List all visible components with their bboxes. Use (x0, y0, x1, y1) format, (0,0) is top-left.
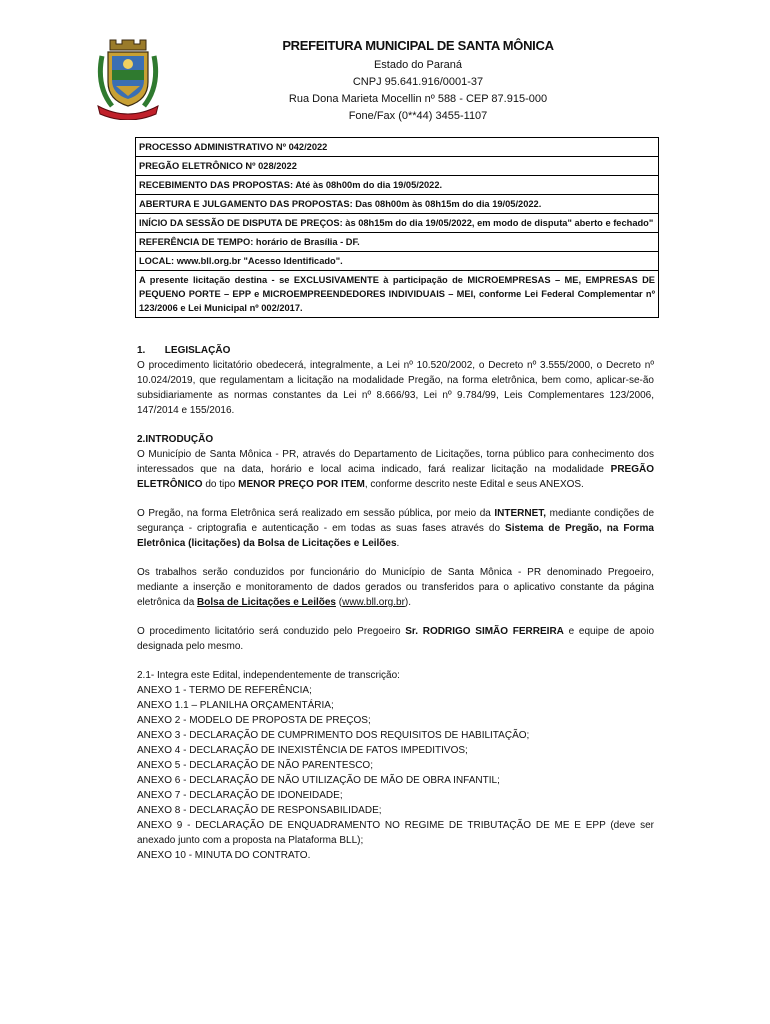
annex-item: ANEXO 6 - DECLARAÇÃO DE NÃO UTILIZAÇÃO DE MÃO DE OBRA INFANTIL; (137, 775, 500, 786)
processo-row: PROCESSO ADMINISTRATIVO Nº 042/2022 (136, 138, 658, 157)
annex-item: ANEXO 10 - MINUTA DO CONTRATO. (137, 850, 311, 861)
recebimento-row: RECEBIMENTO DAS PROPOSTAS: Até às 08h00m do dia 19/05/2022. (136, 176, 658, 195)
annex-item: ANEXO 9 - DECLARAÇÃO DE ENQUADRAMENTO NO REGIME DE TRIBUTAÇÃO DE ME E EPP (deve ser anexado junto com a proposta na Plataforma BLL); (137, 820, 654, 846)
abertura-row: ABERTURA E JULGAMENTO DAS PROPOSTAS: Das 08h00m às 08h15m do dia 19/05/2022. (136, 195, 658, 214)
text-run: ). (404, 597, 412, 608)
annex-item: ANEXO 1 - TERMO DE REFERÊNCIA; (137, 685, 312, 696)
text-run: mediante condições de segurança - criptografia e autenticação - em todas as suas fases através do (137, 508, 655, 534)
text-run: O Município de Santa Mônica - PR, através do Departamento de Licitações, torna público para conhecimento dos interessados que na data, horário e local acima indicado, fará realizar licitação na modalidade (137, 449, 654, 475)
phone-line: Fone/Fax (0**44) 3455-1107 (348, 110, 488, 122)
address-line: Rua Dona Marieta Mocellin nº 588 - CEP 87.915-000 (288, 93, 548, 105)
text-run: do tipo (202, 479, 239, 490)
municipal-coat-of-arms-icon (94, 36, 162, 120)
text-run: ( (336, 597, 343, 608)
tipo-bold: MENOR PREÇO POR ITEM (238, 479, 365, 490)
text-run: Os trabalhos serão conduzidos por funcionário do Município de Santa Mônica - PR denominado Pregoeiro, mediante a inserção e monitoramento de dados gerados ou transferidos para o aplicativo constante da página eletrônica da (137, 567, 654, 608)
annex-item: ANEXO 2 - MODELO DE PROPOSTA DE PREÇOS; (137, 715, 371, 726)
annex-item: ANEXO 1.1 – PLANILHA ORÇAMENTÁRIA; (137, 700, 334, 711)
inicio-row: INÍCIO DA SESSÃO DE DISPUTA DE PREÇOS: às 08h15m do dia 19/05/2022, em modo de disputa" aberto e fechado" (136, 214, 658, 233)
bll-website-link[interactable]: www.bll.org.br (342, 597, 405, 608)
sistema-bold: Sistema de Pregão, na Forma Eletrônica (licitações) da Bolsa de Licitações e Leilões (137, 523, 654, 549)
section-2-heading: 2.INTRODUÇÃO (137, 434, 214, 445)
text-run: e equipe de apoio designada pelo mesmo. (137, 626, 655, 652)
pregao-row: PREGÃO ELETRÔNICO Nº 028/2022 (136, 157, 658, 176)
section-2-paragraph-3 (137, 565, 654, 610)
process-info-box (135, 137, 659, 318)
section-2-paragraph-1 (137, 447, 654, 492)
state-line: Estado do Paraná (373, 59, 463, 71)
section-2-paragraph-4 (137, 624, 654, 654)
prefeitura-title: PREFEITURA MUNICIPAL DE SANTA MÔNICA (282, 38, 554, 53)
internet-bold: INTERNET, (494, 508, 547, 519)
letterhead (160, 38, 676, 125)
modalidade-bold: PREGÃO ELETRÔNICO (137, 464, 654, 490)
local-row: LOCAL: www.bll.org.br "Acesso Identificado". (136, 252, 658, 271)
text-run: O Pregão, na forma Eletrônica será realizado em sessão pública, por meio da (137, 508, 495, 519)
annex-item: ANEXO 7 - DECLARAÇÃO DE IDONEIDADE; (137, 790, 343, 801)
text-run: , conforme descrito neste Edital e seus ANEXOS. (364, 479, 584, 490)
destino-row: A presente licitação destina - se EXCLUSIVAMENTE à participação de MICROEMPRESAS – ME, EMPRESAS DE PEQUENO PORTE – EPP e MICROEMPREENDEDORES INDIVIDUAIS – MEI, conforme Lei Federal Complementar nº 123/2006 e Lei Municipal nº 002/2017. (139, 275, 655, 313)
section-1-number: 1. (137, 345, 146, 356)
cnpj-line: CNPJ 95.641.916/0001-37 (352, 76, 484, 88)
section-1-heading (137, 343, 654, 358)
text-run: . (396, 538, 400, 549)
section-1-title: LEGISLAÇÃO (164, 345, 231, 356)
annex-item: ANEXO 4 - DECLARAÇÃO DE INEXISTÊNCIA DE FATOS IMPEDITIVOS; (137, 745, 468, 756)
annex-item: ANEXO 3 - DECLARAÇÃO DE CUMPRIMENTO DOS REQUISITOS DE HABILITAÇÃO; (137, 730, 530, 741)
referencia-row: REFERÊNCIA DE TEMPO: horário de Brasília - DF. (136, 233, 658, 252)
annex-item: ANEXO 8 - DECLARAÇÃO DE RESPONSABILIDADE; (137, 805, 382, 816)
section-1-text: O procedimento licitatório obedecerá, integralmente, a Lei nº 10.520/2002, o Decreto nº 3.555/2000, o Decreto nº 10.024/2019, que regulamentam a licitação na modalidade Pregão, na forma eletrônica, bem como, aplicar-se-ão subsidiariamente as normas constantes da Lei nº 8.666/93, Lei nº 9.784/99, Leis Complementares 123/2006, 147/2014 e 155/2016. (137, 360, 654, 416)
pregoeiro-bold: Sr. RODRIGO SIMÃO FERREIRA (405, 626, 564, 637)
text-run: O procedimento licitatório será conduzido pelo Pregoeiro (137, 626, 406, 637)
annex-item: ANEXO 5 - DECLARAÇÃO DE NÃO PARENTESCO; (137, 760, 373, 771)
section-2-paragraph-2 (137, 506, 654, 551)
bolsa-link[interactable]: Bolsa de Licitações e Leilões (197, 597, 336, 608)
edital-body (137, 343, 654, 863)
annex-intro: 2.1- Integra este Edital, independentemente de transcrição: (137, 670, 400, 681)
